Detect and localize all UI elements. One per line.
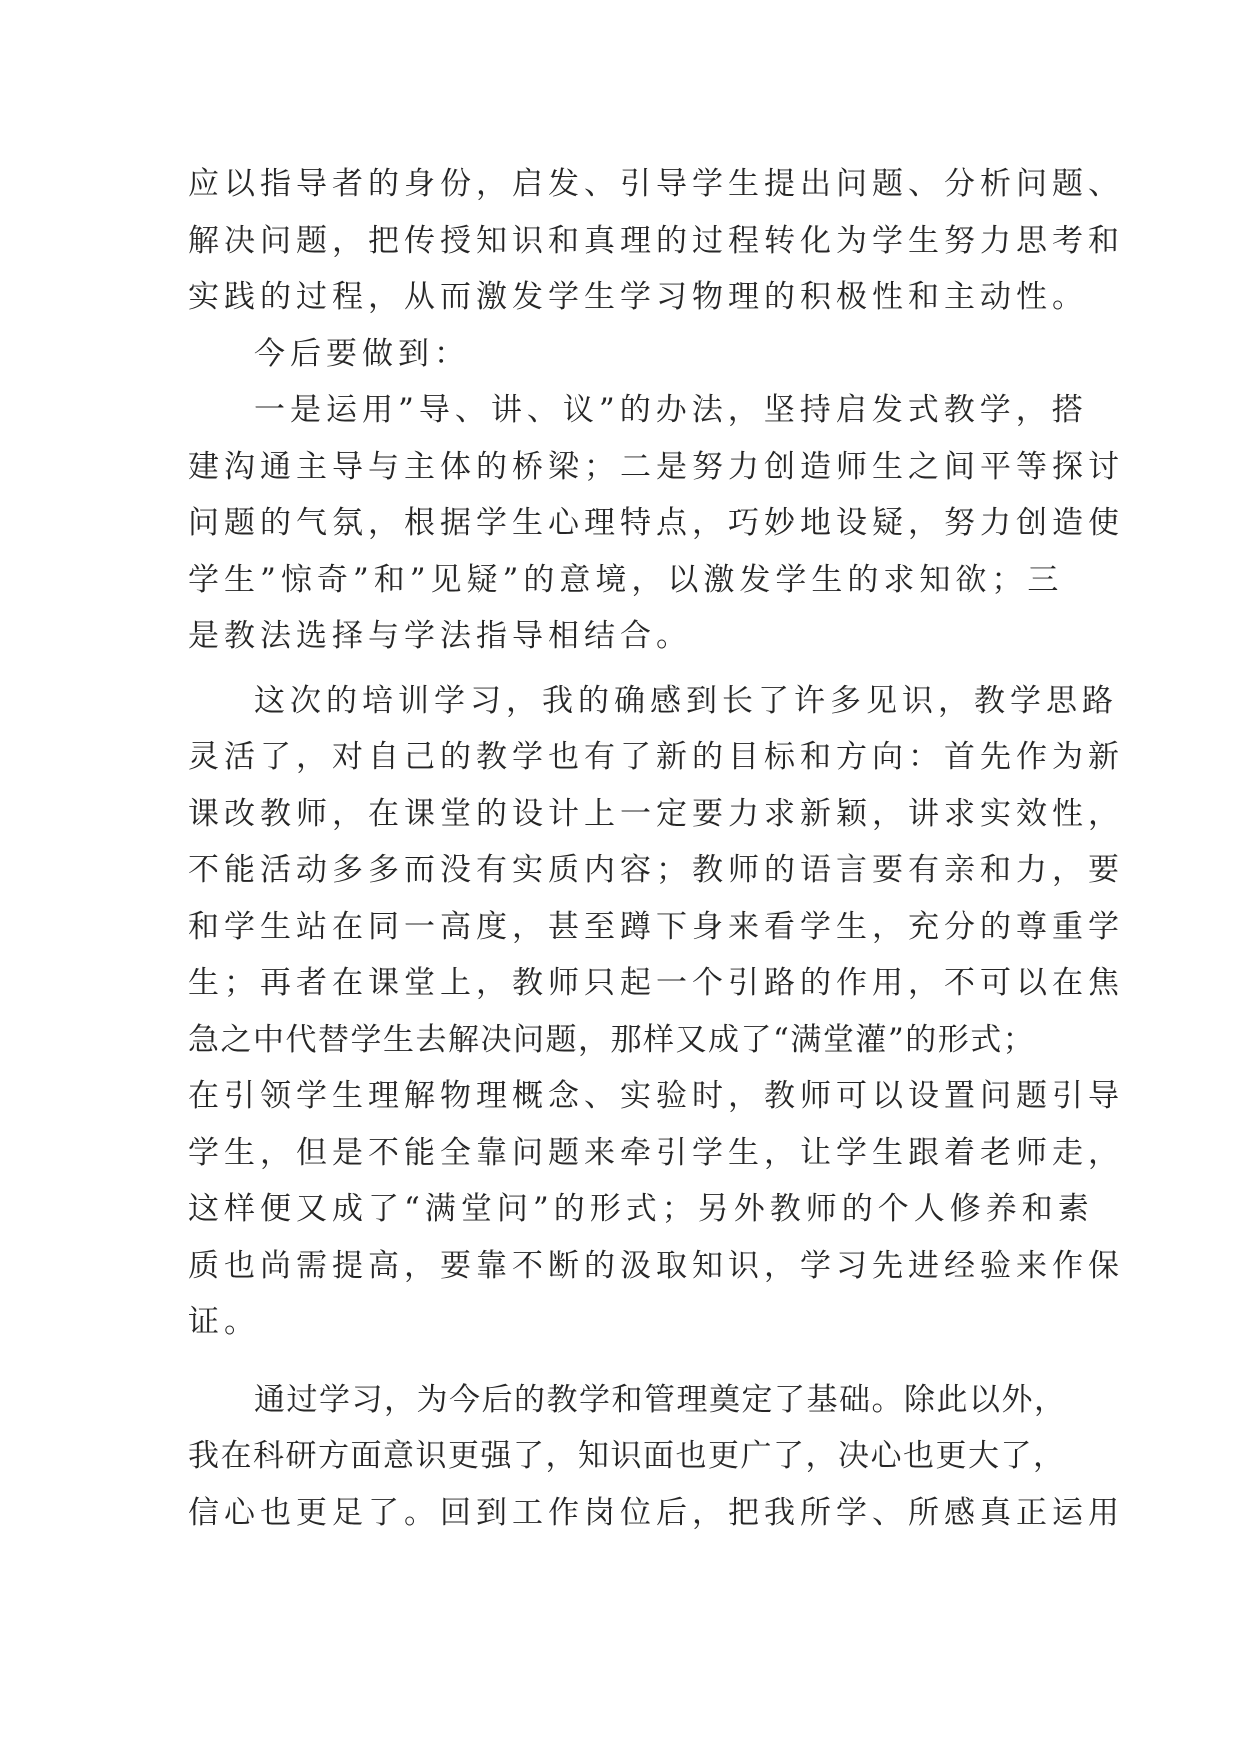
text-line: 在引领学生理解物理概念、实验时，教师可以设置问题引导 [188,1078,1124,1114]
text-line: 生；再者在课堂上，教师只起一个引路的作用，不可以在焦 [188,965,1124,1001]
text-line: 我在科研方面意识更强了，知识面也更广了，决心也更大了， [188,1438,1066,1474]
text-line: 问题的气氛，根据学生心理特点，巧妙地设疑，努力创造使 [188,505,1124,541]
text-line: 这样便又成了“满堂问”的形式；另外教师的个人修养和素 [188,1191,1094,1227]
paragraph-heading: 今后要做到： [254,335,470,372]
text-line: 解决问题，把传授知识和真理的过程转化为学生努力思考和 [188,222,1124,259]
text-line: 学生”惊奇”和”见疑”的意境，以激发学生的求知欲；三 [188,561,1064,598]
text-line: 建沟通主导与主体的桥梁；二是努力创造师生之间平等探讨 [188,448,1124,485]
text-line: 应以指导者的身份，启发、引导学生提出问题、分析问题、 [188,166,1124,202]
text-line: 信心也更足了。回到工作岗位后，把我所学、所感真正运用 [188,1494,1124,1531]
text-line: 质也尚需提高，要靠不断的汲取知识，学习先进经验来作保 [188,1247,1124,1284]
text-line: 证。 [188,1304,260,1340]
text-line: 课改教师，在课堂的设计上一定要力求新颖，讲求实效性， [188,795,1124,832]
text-line: 急之中代替学生去解决问题，那样又成了“满堂灌”的形式； [188,1021,1036,1058]
document-body [188,156,1124,1541]
text-line: 不能活动多多而没有实质内容；教师的语言要有亲和力，要 [188,852,1124,888]
text-line: 这次的培训学习，我的确感到长了许多见识，教学思路 [254,682,1118,719]
text-line: 实践的过程，从而激发学生学习物理的积极性和主动性。 [188,279,1088,315]
text-line: 学生，但是不能全靠问题来牵引学生，让学生跟着老师走， [188,1134,1124,1171]
text-line: 灵活了，对自己的教学也有了新的目标和方向：首先作为新 [188,739,1124,775]
text-line: 是教法选择与学法指导相结合。 [188,618,692,654]
text-line: 一是运用”导、讲、议”的办法，坚持启发式教学，搭 [254,392,1088,428]
text-line: 和学生站在同一高度，甚至蹲下身来看学生，充分的尊重学 [188,908,1124,945]
text-line: 通过学习，为今后的教学和管理奠定了基础。除此以外， [254,1381,1067,1418]
